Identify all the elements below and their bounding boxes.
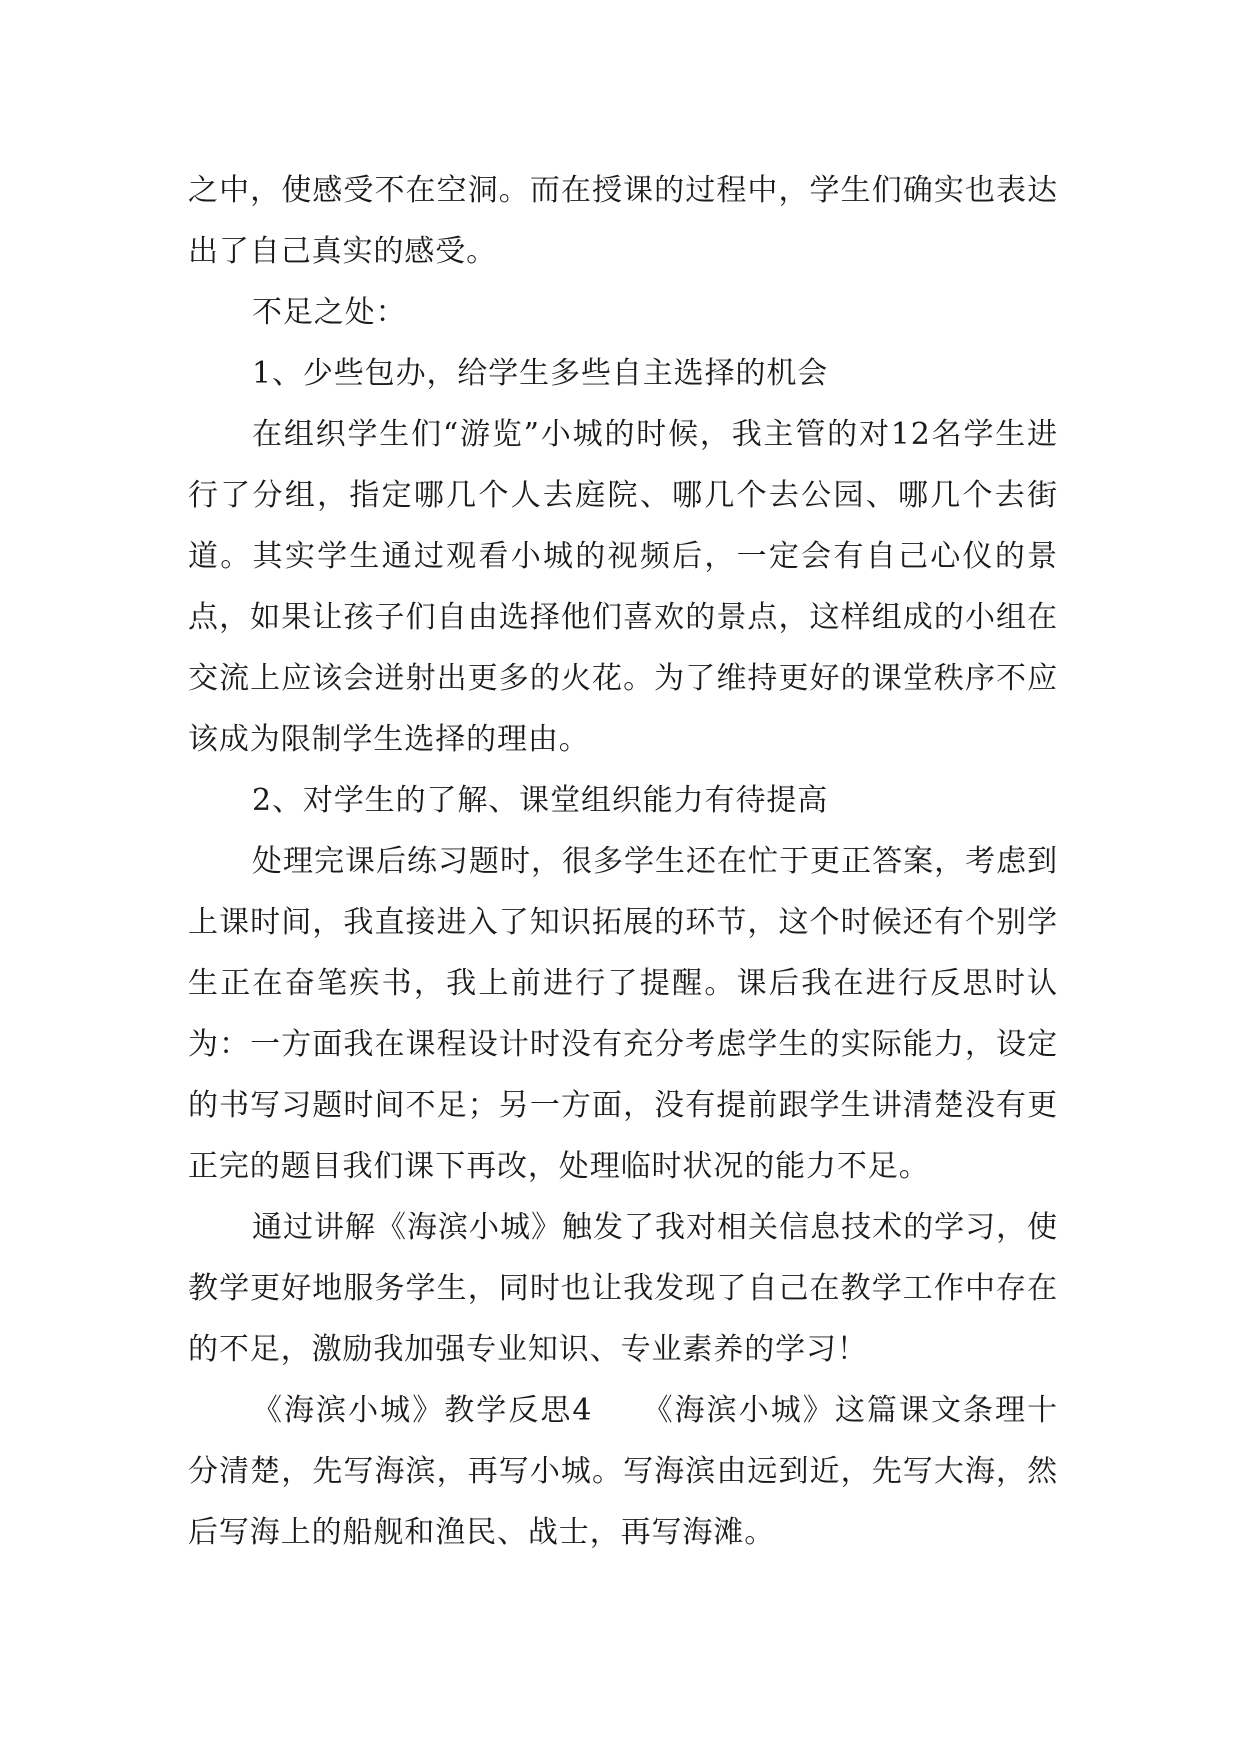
paragraph-point-1-body: 在组织学生们“游览”小城的时候，我主管的对12名学生进行了分组，指定哪几个人去庭院、哪几个去公园、哪几个去街道。其实学生通过观看小城的视频后，一定会有自己心仪的景点，如果让孩子们自由选择他们喜欢的景点，这样组成的小组在交流上应该会迸射出更多的火花。为了维持更好的课堂秩序不应该成为限制学生选择的理由。: [188, 417, 1058, 757]
paragraph-point-2-heading: 2、对学生的了解、课堂组织能力有待提高: [252, 783, 829, 818]
paragraph-point-1-heading: 1、少些包办，给学生多些自主选择的机会: [252, 356, 829, 391]
paragraph-continuation: 之中，使感受不在空洞。而在授课的过程中，学生们确实也表达出了自己真实的感受。: [188, 173, 1058, 269]
document-body: [188, 160, 1058, 1563]
paragraph-shortcomings-heading: 不足之处：: [252, 295, 407, 330]
paragraph-reflection-4: 《海滨小城》教学反思4 《海滨小城》这篇课文条理十分清楚，先写海滨，再写小城。写海滨由远到近，先写大海，然后写海上的船舰和渔民、战士，再写海滩。: [188, 1393, 1058, 1550]
paragraph-conclusion: 通过讲解《海滨小城》触发了我对相关信息技术的学习，使教学更好地服务学生，同时也让我发现了自己在教学工作中存在的不足，激励我加强专业知识、专业素养的学习！: [188, 1210, 1058, 1367]
paragraph-point-2-body: 处理完课后练习题时，很多学生还在忙于更正答案，考虑到上课时间，我直接进入了知识拓展的环节，这个时候还有个别学生正在奋笔疾书，我上前进行了提醒。课后我在进行反思时认为：一方面我在课程设计时没有充分考虑学生的实际能力，设定的书写习题时间不足；另一方面，没有提前跟学生讲清楚没有更正完的题目我们课下再改，处理临时状况的能力不足。: [188, 844, 1058, 1184]
